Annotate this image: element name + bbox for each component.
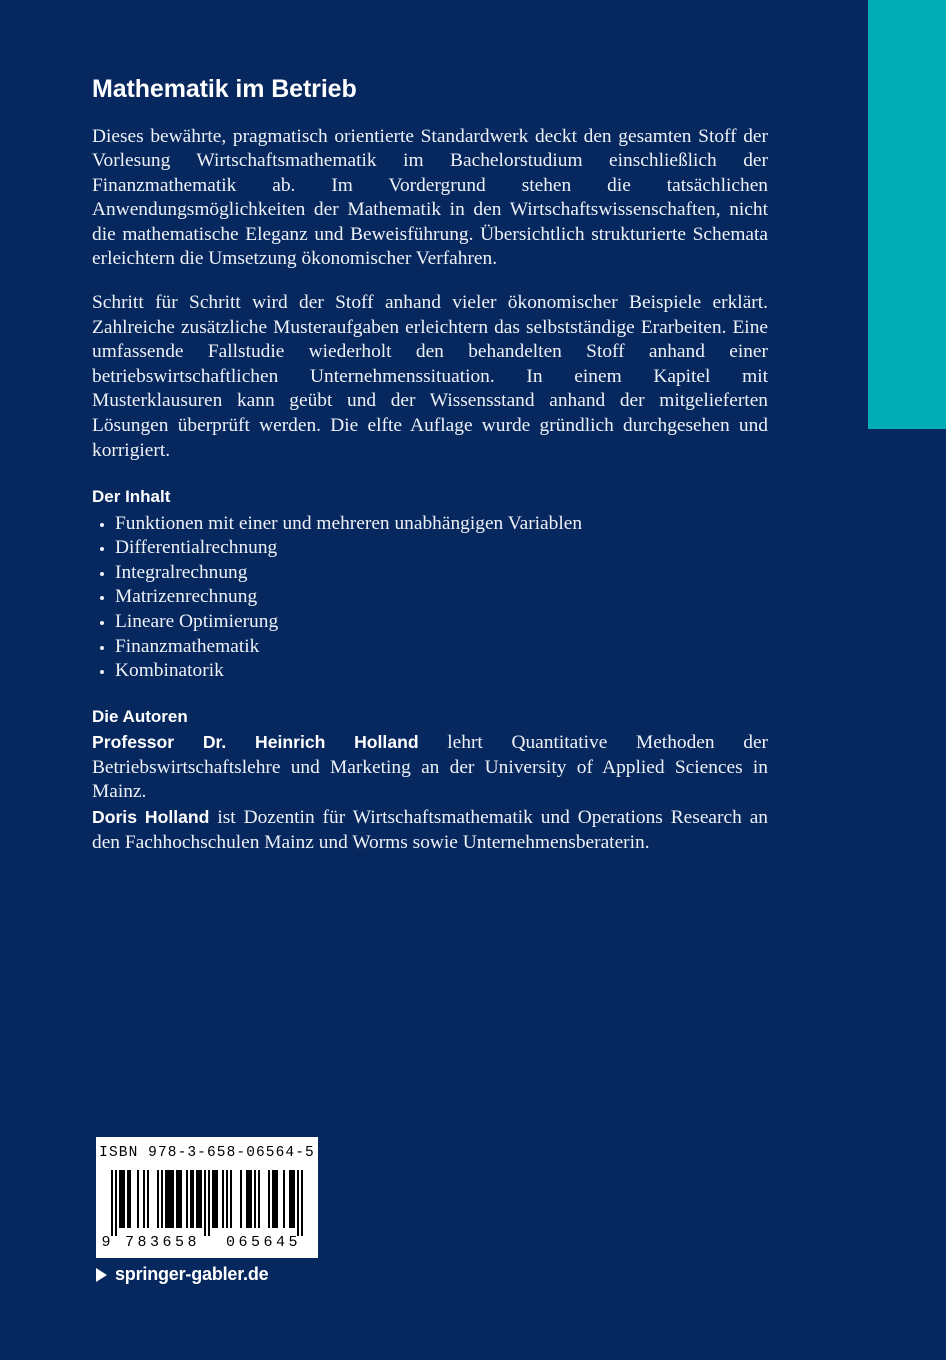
list-item: Lineare Optimierung [92,610,768,635]
list-item: Kombinatorik [92,659,768,684]
accent-band [868,0,946,429]
ean-group-left: 783658 [124,1234,200,1251]
contents-list [92,512,768,684]
ean-lead-digit: 9 [101,1234,111,1251]
list-item: Funktionen mit einer und mehreren unabhängigen Variablen [92,512,768,537]
list-item: Differentialrechnung [92,536,768,561]
ean-group-right: 065645 [225,1234,301,1251]
isbn-label: ISBN 978-3-658-06564-5 [99,1145,315,1161]
isbn-barcode [96,1137,318,1258]
ean-digits [100,1234,314,1254]
publisher-link[interactable] [96,1264,268,1285]
cover-content [92,0,768,855]
author-entry-1 [92,730,768,805]
author-name: Professor Dr. Heinrich Holland [92,732,419,753]
play-triangle-icon [96,1268,107,1282]
description-paragraph-1: Dieses bewährte, pragmatisch orientierte Standardwerk deckt den gesamten Stoff der Vorlesung Wirtschaftsmathematik im Bachelorstudium einschließlich der Finanzmathematik ab. Im Vordergrund stehen die tatsächlichen Anwendungsmöglichkeiten der Mathematik in den Wirtschaftswissenschaften, nicht die mathematische Eleganz und Beweisführung. Übersichtlich strukturierte Schemata erleichtern die Umsetzung ökonomischer Verfahren. [92,125,768,270]
author-name: Doris Holland [92,806,210,827]
barcode-bars [111,1170,303,1236]
list-item: Matrizenrechnung [92,585,768,610]
publisher-label: springer-gabler.de [115,1264,269,1284]
author-bio: lehrt Quantitative Methoden der Betriebswirtschaftslehre und Marketing an der University of Applied Sciences in Mainz. [92,732,769,803]
description-paragraph-2: Schritt für Schritt wird der Stoff anhand vieler ökonomischer Beispiele erklärt. Zahlreiche zusätzliche Musteraufgaben erleichtern das selbstständige Erarbeiten. Eine umfassende Fallstudie wiederholt den behandelten Stoff anhand einer betriebswirtschaftlichen Unternehmenssituation. In einem Kapitel mit Musterklausuren kann geübt und der Wissensstand anhand der mitgelieferten Lösungen überprüft werden. Die elfte Auflage wurde gründlich durchgesehen und korrigiert. [92,292,768,461]
list-item: Finanzmathematik [92,635,768,660]
contents-heading: Der Inhalt [92,487,171,507]
authors-heading: Die Autoren [92,706,188,726]
page-title: Mathematik im Betrieb [92,75,357,103]
author-entry-2 [92,805,768,855]
author-bio: ist Dozentin für Wirtschaftsmathematik und Operations Research an den Fachhochschulen Mainz und Worms sowie Unternehmensberaterin. [92,806,768,853]
list-item: Integralrechnung [92,561,768,586]
